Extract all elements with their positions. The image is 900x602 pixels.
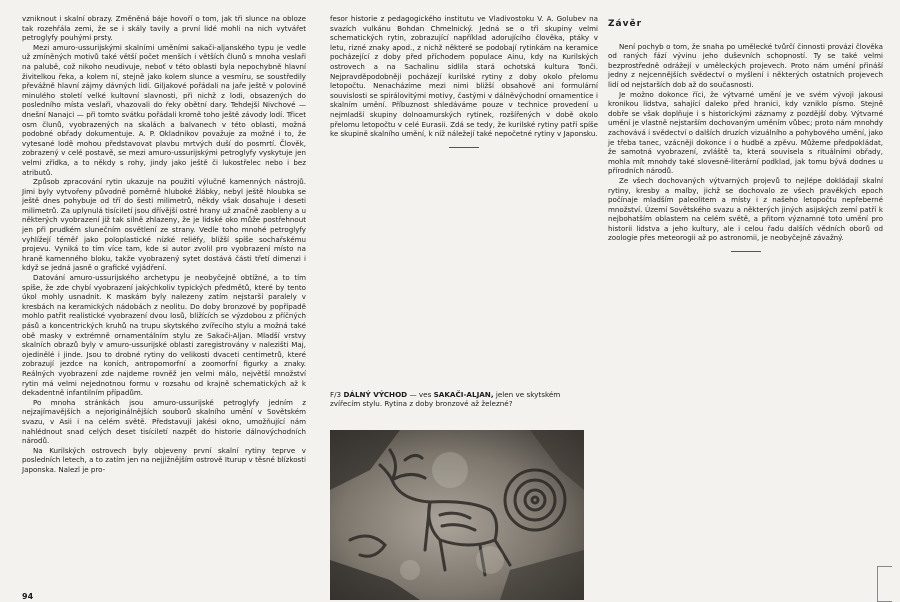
page-corner — [877, 566, 892, 602]
petroglyph-photo — [330, 430, 584, 600]
paragraph: Ze všech dochovaných výtvarných projevů to nejlépe dokládají skalní rytiny, kresby a malby, jichž se dochovalo ze všech pravěkých epoch počínaje mladším paleolitem a místy i z našeho letopočtu nepřeberné množství. Území Sovětského svazu a některých jiných asijských zemí patří k nejbohatším oblastem na celém světě, a přitom významné toto umění pro historii lidstva a jeho kultury, ale i celou řadu dalších vědních oborů od zoologie přes meteorogii až po astronomii, je neobyčejně závažný. — [608, 175, 883, 243]
caption-text: jelen ve skytském zvířecím stylu. Rytina z doby bronzové až železné? — [330, 390, 561, 409]
paragraph: Způsob zpracování rytin ukazuje na použití výlučně kamenných nástrojů. Jimi byly vytvořeny původně poměrně hluboké žlábky, nebyl ještě hloubka se ještě dnes pohybuje od tří do šesti milimetrů, někdy však dosahuje i deseti milimetrů. Za uplynulá tisíciletí jsou dřívější ostré hrany už značně zaobleny a u některých vyobrazení již tak silně zhlazeny, že je lidské oko může postřehnout jen při prudkém slunečním osvětlení ze strany. Vedle toho mnohé petroglyfy vyhlížejí téměř jako poloplastické nízké reliéfy, bližší spíše sochařskému projevu. Vyniká to tím více tam, kde si autor zvolil pro vyobrazení místo na hraně kamenného bloku, takže vyobrazený sytet dostává části třetí dimenzi i když se jedná jasně o grafické vyjádření. — [22, 177, 306, 273]
divider — [449, 147, 479, 148]
paragraph: fesor historie z pedagogického institutu ve Vladivostoku V. A. Golubev na svazích vulkánu Bohdan Chmelnický. Jedná se o tři skupiny velmi schematických rytin, zobrazující například adorujícího člověka, ptáky v letu, rizné znaky apod., z nichž některé se podobají rytinkám na keramice pocházející z doby před příchodem populace Ainu, kdy na Kurilských ostrovech a na Sachalinu sídlila stará ochotská kultura Tonči. Nejpravděpodobněji pocházejí kurilské rytiny z doby okolo přelomu letopočtu. Nenacházíme mezi nimi bližší obsahově ani formulární souvislosti se spirálovitými motivy, častými v dálněvýchodní ornamentice i skalním umění. Příbuznost shledáváme pouze v technice provedení u nejmladší skupiny dolnoamurských rytinek, rozšířených v době okolo přelomu letopočtu v celé Eurasii. Zdá se tedy, že kurilské rytiny patří spíše ke skupině skalního umění, k níž náležejí také nepočetné rytiny v Japonsku. — [330, 14, 598, 139]
paragraph: Není pochyb o tom, že snaha po umělecké tvůrčí činnosti provází člověka od raných fází vývinu jeho duševních schopností. Ty se také velmi bezprostředně odrážejí v uměleckých projevech. Proto nám umění přináší jedny z nejcennějších svědectví o myšlení i některých ostatních projevech lidí od nejstarších dob až do současnosti. — [608, 41, 883, 89]
section-heading: Závěr — [608, 19, 643, 29]
paragraph: vzniknout i skalní obrazy. Změněná báje hovoří o tom, jak tři slunce na obloze tak rozehřála zemi, že se i skály tavily a první lidé mohli na nich vytvářet petroglyfy pouhými prsty. — [22, 14, 306, 43]
caption-place: DÁLNÝ VÝCHOD — [343, 390, 408, 399]
page-number: 94 — [22, 592, 34, 601]
figure-number: F/3 — [330, 390, 342, 399]
text-column-2 — [330, 14, 598, 156]
figure-caption — [330, 390, 580, 409]
divider — [731, 251, 761, 252]
paragraph: Datování amuro-ussurijského archetypu je neobyčejně obtížné, a to tím spíše, že zde chybí vyobrazení jakýchkoliv typických předmětů, které by tento úkol mohly usnadnit. K maskám byly nalezeny zatím nejstarší paralely v kresbách na keramických nádobách z neolitu. Do doby bronzové by popřípadě mohlo patřit realistické vyobrazení dvou losů, blížících se výzdobou z příčných pásů a koncentrických kruhů na trupu skytského zvířecího stylu a možná také obě masky v extrémně ornamentálním stylu ze Sakači-Aljan. Mladší vrstvy skalních obrazů byly v amuro-ussurijské oblasti zaregistrovány v nalezišti Maj, ojedinělé i jinde. Jsou to drobné rytiny do velikosti dvaceti centimetrů, které zobrazují jezdce na koních, antropomorfní a zoomorfní figurky a znaky. Reálných vyobrazení zde najdeme rovněž jen velmi málo, největší množství rytin má velmi nejednotnou formu v rozsahu od krajně schematických až k dekadentně infantilním případům. — [22, 273, 306, 398]
text-column-3 — [608, 20, 883, 260]
paragraph: Mezi amuro-ussurijskými skalními uměními sakači-aljanského typu je vedle už zmíněných motivů také větší počet menších i větších člunů s mnoha veslaři na palubě, což nikoho neudivuje, neboť v této oblasti byla nepochybně hlavní živitelkou řeka, a kolem ní, stejně jako kolem slunce a vesmíru, se soustředily převážně hlavní zájmy dávných lidí. Giljakové pořádali na jaře ještě v polovině minulého století velké kultovní slavnosti, při nichž z lodi, obsazených do posledního místa veslaři, vhazovali do řeky obětní dary. Tehdejší Nivchové — dnešní Nanajci — při tomto svátku pořádali kromě toho ještě závody lodí. Třicet osm člunů, vyobrazených na skalách a balvanech v této oblasti, možná podobné obřady dokumentuje. A. P. Okladnikov považuje za možné i to, že vytesané lodě mohou představovat plavbu mrtvých duší do posmrtí. Člověk, zobrazený v celé postavě, se mezi amuro-ussurijskými petroglyfy vyskytuje jen velmi zřídka, a to někdy s rohy, jindy jako ještě či lukostřelec nebo i bez atributů. — [22, 42, 306, 177]
paragraph: Je možno dokonce říci, že výtvarné umění je ve svém vývoji jakousi kronikou lidstva, sahající daleko před hranici, kdy vzniklo písmo. Stejně dobře se však doplňuje i s historickými záznamy z pozdější doby. Výtvarné umění je vlastně nejstarším dochovaným uměním vůbec; proto nám mnohdy zachovává i svědectví o dalších druzích vizuálního a pohybového umění, jako je třeba tanec, vzácněji dokonce i o hudbě a zpěvu. Můžeme předpokládat, že samotná vyobrazení, zvláště ta, která souvisela s rituálními obřady, mohla mít mnohdy také slovesně-literární podklad, jak tomu bývá dodnes u přírodních národů. — [608, 89, 883, 176]
paragraph: Po mnoha stránkách jsou amuro-ussurijské petroglyfy jedním z nejzajímavějších a nejoriginálnějších souborů skalního umění v Sovětském svazu, v Asii i na celém světě. Představují jakési okno, umožňující nám nahlédnout snad celých deset tisíciletí nazpět do historie dálnovýchodních národů. — [22, 397, 306, 446]
text-column-1 — [22, 14, 306, 475]
caption-dash: — ves — [407, 390, 434, 399]
paragraph: Na Kurilských ostrovech byly objeveny první skalní rytiny teprve v posledních letech, a to zatím jen na nejjižnějším ostrově Iturup v těsné blízkosti Japonska. Nalezl je pro- — [22, 445, 306, 474]
caption-site: SAKAČI-ALJAN, — [433, 390, 494, 399]
